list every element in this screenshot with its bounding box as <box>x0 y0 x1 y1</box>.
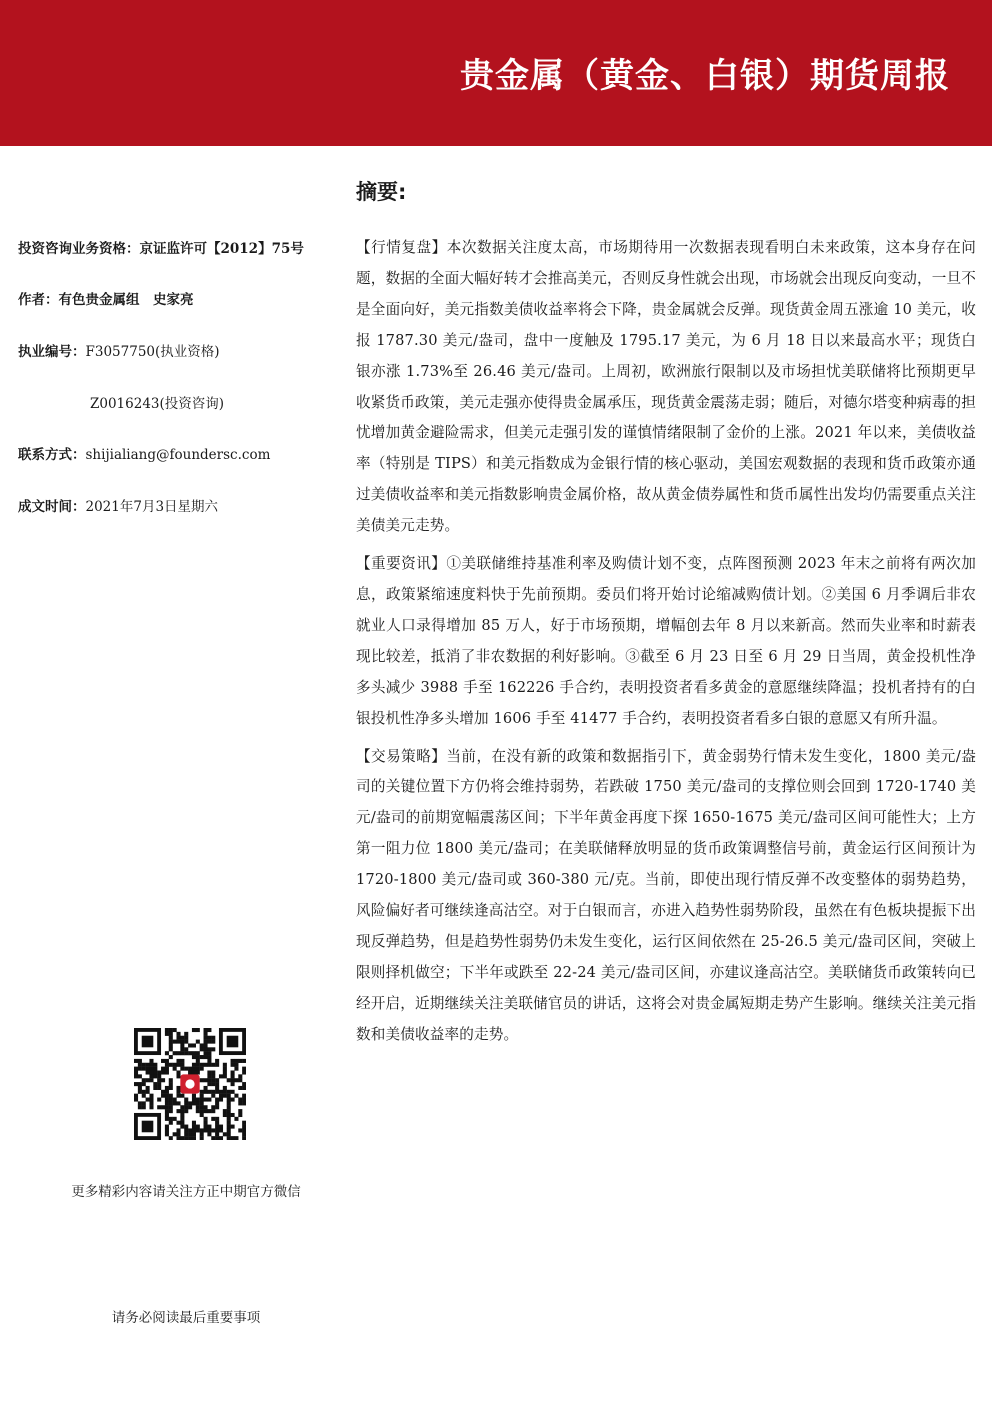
license-label: 执业编号： <box>18 344 86 360</box>
summary-body <box>356 233 976 1058</box>
author-label: 作者： <box>18 292 59 308</box>
qualification-line <box>18 240 304 258</box>
date-value: 2021年7月3日星期六 <box>85 499 219 515</box>
contact-label: 联系方式： <box>18 447 86 463</box>
contact-line <box>18 446 270 464</box>
market-review-paragraph: 【行情复盘】本次数据关注度太高，市场期待用一次数据表现看明白未来政策，这本身存在问题，数据的全面大幅好转才会推高美元，否则反身性就会出现，市场就会出现反向变动，一旦不是全面向好，美元指数美债收益率将会下降，贵金属就会反弹。现货黄金周五涨逾 10 美元，收报 1787.30 美元/盎司，盘中一度触及 1795.17 美元，为 6 月 18 日以来最高水平；现货白银亦涨 1.73%至 26.46 美元/盎司。上周初，欧洲旅行限制以及市场担忧美联储将比预期更早收紧货币政策，美元走强亦使得贵金属承压，现货黄金震荡走弱；随后，对德尔塔变种病毒的担忧增加黄金避险需求，但美元走强引发的谨慎情绪限制了金价的上涨。2021 年以来，美债收益率（特别是 TIPS）和美元指数成为金银行情的核心驱动，美国宏观数据的表现和货币政策亦通过美债收益率和美元指数影响贵金属价格，故从黄金债券属性和货币属性出发均仍需要重点关注美债美元走势。 <box>356 239 976 535</box>
date-label: 成文时间： <box>18 499 86 515</box>
qualification-value: 京证监许可【2012】75号 <box>139 241 304 257</box>
trading-strategy-paragraph: 【交易策略】当前，在没有新的政策和数据指引下，黄金弱势行情未发生变化，1800 美元/盎司的关键位置下方仍将会维持弱势，若跌破 1750 美元/盎司的支撑位则会回到 1720-1740 美元/盎司的前期宽幅震荡区间；下半年黄金再度下探 1650-1675 美元/盎司区间可能性大；上方第一阻力位 1800 美元/盎司；在美联储释放明显的货币政策调整信号前，黄金运行区间预计为 1720-1800 美元/盎司或 360-380 元/克。当前，即使出现行情反弹不改变整体的弱势趋势，风险偏好者可继续逢高沽空。对于白银而言，亦进入趋势性弱势阶段，虽然在有色板块提振下出现反弹趋势，但是趋势性弱势仍未发生变化，运行区间依然在 25-26.5 美元/盎司区间，突破上限则择机做空；下半年或跌至 22-24 美元/盎司区间，亦建议逢高沽空。美联储货币政策转向已经开启，近期继续关注美联储官员的讲话，这将会对贵金属短期走势产生影响。继续关注美元指数和美债收益率的走势。 <box>356 747 976 1043</box>
license-value-2: Z0016243(投资咨询) <box>90 396 225 412</box>
wechat-qr-code <box>134 1028 246 1140</box>
header-banner <box>0 0 992 146</box>
license-line <box>18 343 220 361</box>
contact-email[interactable]: shijialiang@foundersc.com <box>85 447 271 463</box>
sidebar <box>0 146 334 1403</box>
summary-heading: 摘要: <box>356 180 407 204</box>
qr-caption: 更多精彩内容请关注方正中期官方微信 <box>71 1184 301 1200</box>
qualification-label: 投资咨询业务资格： <box>18 241 140 257</box>
author-value: 有色贵金属组 史家亮 <box>58 292 194 308</box>
license-value: F3057750(执业资格) <box>85 344 220 360</box>
report-title: 贵金属（黄金、白银）期货周报 <box>460 56 950 96</box>
disclaimer-note: 请务必阅读最后重要事项 <box>111 1310 261 1326</box>
author-line <box>18 291 194 309</box>
license-line-2 <box>90 395 224 413</box>
date-line <box>18 498 218 516</box>
key-news-paragraph: 【重要资讯】①美联储维持基准利率及购债计划不变，点阵图预测 2023 年末之前将有两次加息，政策紧缩速度料快于先前预期。委员们将开始讨论缩减购债计划。②美国 6 月季调后非农就业人口录得增加 85 万人，好于市场预期，增幅创去年 8 月以来新高。然而失业率和时薪表现比较差，抵消了非农数据的利好影响。③截至 6 月 23 日至 6 月 29 日当周，黄金投机性净多头减少 3988 手至 162226 手合约，表明投资者看多黄金的意愿继续降温；投机者持有的白银投机性净多头增加 1606 手至 41477 手合约，表明投资者看多白银的意愿又有所升温。 <box>356 555 976 727</box>
qr-code-image <box>134 1028 246 1140</box>
